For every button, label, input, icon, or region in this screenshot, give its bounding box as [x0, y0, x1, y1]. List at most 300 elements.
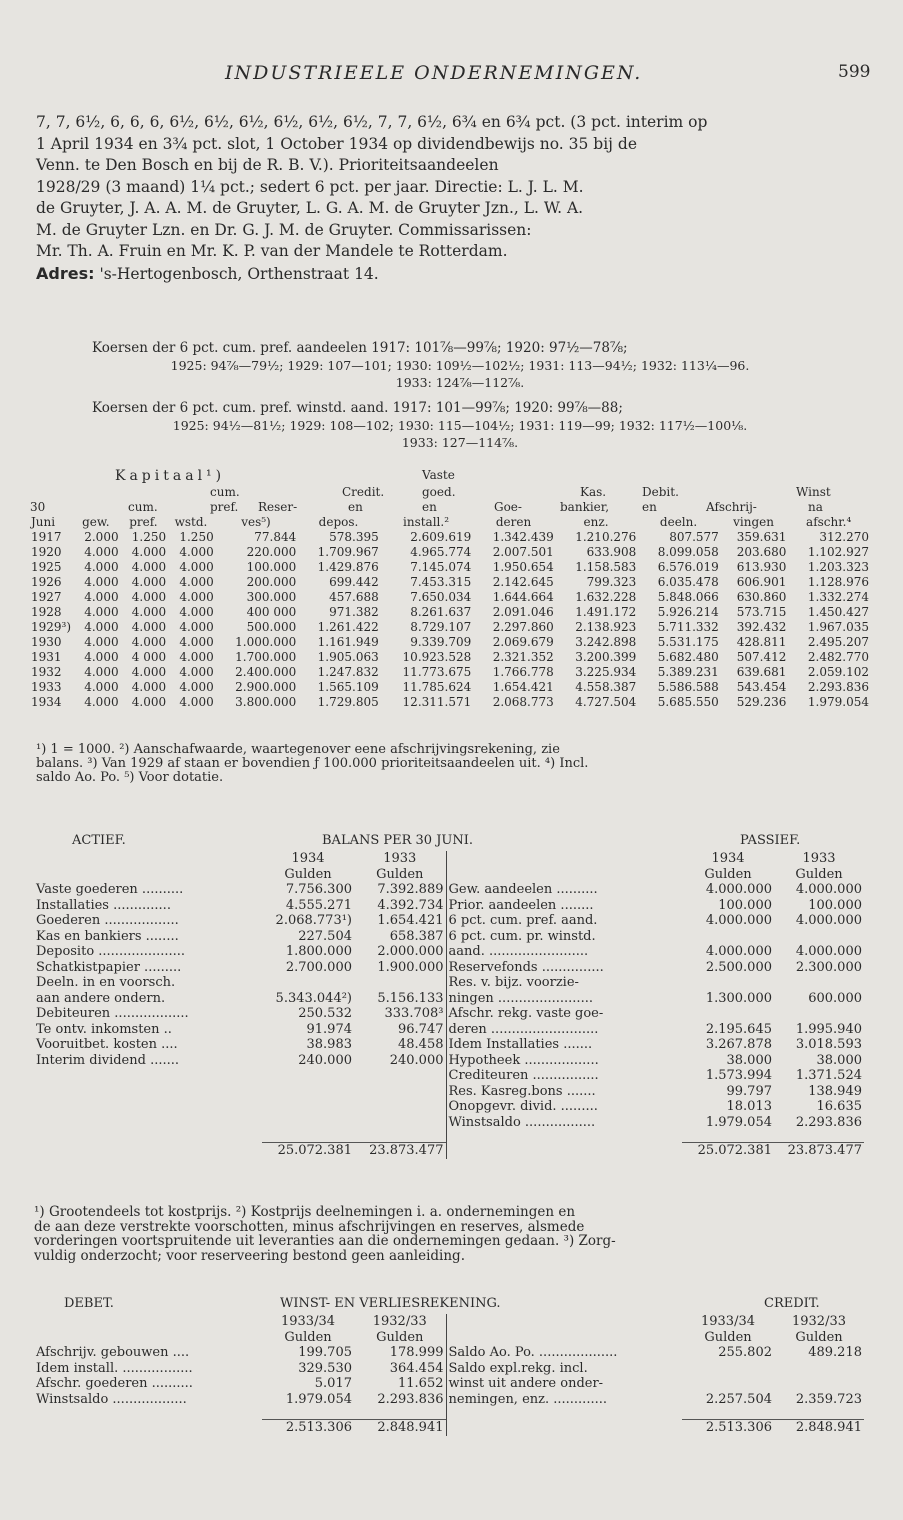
item-value: 4.000.000	[795, 882, 862, 897]
value-cell: 2.900.000	[235, 680, 297, 694]
year-cell: 1920	[31, 545, 62, 559]
total-value: 2.513.306	[262, 1420, 354, 1436]
item-value: 1.300.000	[705, 990, 772, 1006]
value-cell: 699.442	[329, 575, 379, 589]
year-row	[34, 1314, 864, 1330]
value-cell: 639.681	[736, 665, 787, 679]
item-label: Afschr. goederen ..........	[36, 1376, 193, 1391]
value-cell: 2.000	[84, 530, 119, 544]
value-cell: 4.000	[84, 665, 119, 679]
item-value: 7.392.889	[377, 882, 444, 897]
value-cell: 4.000	[131, 545, 167, 559]
year-label: 1933/34	[280, 1314, 335, 1329]
intro-line: 1 April 1934 en 3¾ pct. slot, 1 October 1934 op dividendbewijs no. 35 bij de	[36, 134, 638, 153]
value-cell: 4.000	[84, 560, 119, 574]
item-label: Reservefonds ...............	[446, 960, 682, 976]
intro-line: M. de Gruyter Lzn. en Dr. G. J. M. de Gruyter. Commissarissen:	[36, 220, 532, 239]
value-cell: 1.247.832	[317, 665, 379, 679]
item-value: 2.700.000	[285, 959, 352, 975]
item-value: 329.530	[298, 1360, 352, 1376]
col-head: na	[808, 500, 823, 514]
table-row	[30, 560, 870, 575]
address-text: 's-Hertogenbosch, Orthenstraat 14.	[99, 264, 379, 283]
value-cell: 500.000	[246, 620, 297, 634]
value-cell: 4.000	[84, 680, 119, 694]
total-value: 23.873.477	[354, 1143, 446, 1159]
item-label: Afschrijv. gebouwen ....	[36, 1345, 190, 1360]
value-cell: 4.000	[131, 680, 167, 694]
intro-text	[36, 112, 866, 285]
value-cell: 2.091.046	[492, 605, 554, 619]
value-cell: 1.203.323	[807, 560, 869, 574]
value-cell: 5.926.214	[657, 605, 719, 619]
value-cell: 573.715	[736, 605, 787, 619]
value-cell: 4.000	[84, 605, 119, 619]
value-cell: 5.685.550	[657, 695, 719, 709]
value-cell: 5.848.066	[657, 590, 719, 604]
running-title: INDUSTRIEELE ONDERNEMINGEN.	[225, 62, 643, 84]
value-cell: 4.000	[179, 605, 214, 619]
value-cell: 3.200.399	[575, 650, 637, 664]
item-value: 38.000	[816, 1052, 862, 1068]
col-head: wstd.	[174, 515, 208, 529]
value-cell: 1.766.778	[492, 665, 554, 679]
value-cell: 6.576.019	[657, 560, 719, 574]
item-value: 4.000.000	[705, 882, 772, 897]
value-cell: 1.654.421	[492, 680, 554, 694]
item-label: ningen .......................	[446, 991, 682, 1007]
koersen-line: 1933: 127—114⅞.	[401, 435, 519, 450]
item-value: 2.195.645	[705, 1021, 772, 1037]
item-value	[262, 1068, 354, 1084]
item-value: 600.000	[808, 990, 862, 1006]
header-row-4	[30, 515, 870, 530]
value-cell: 2.068.773	[492, 695, 554, 709]
item-value	[354, 1068, 446, 1084]
col-head: 30	[30, 500, 46, 514]
value-cell: 4.000	[131, 695, 167, 709]
col-head: depos.	[318, 515, 359, 529]
col-head: deren	[495, 515, 532, 529]
value-cell: 5.586.588	[657, 680, 719, 694]
item-value: 100.000	[718, 897, 772, 913]
page-number: 599	[838, 62, 871, 82]
item-value	[354, 975, 446, 991]
item-label: Hypotheek ..................	[446, 1053, 682, 1069]
col-head: Juni	[31, 515, 56, 529]
page-header	[0, 62, 903, 86]
value-cell: 630.860	[736, 590, 787, 604]
item-value: 227.504	[298, 928, 352, 944]
value-cell: 428.811	[736, 635, 787, 649]
item-value: 4.392.734	[377, 897, 444, 913]
table-row	[34, 1392, 864, 1408]
table-row	[30, 530, 870, 545]
value-cell: 5.531.175	[657, 635, 719, 649]
wv-title: WINST- EN VERLIESREKENING.	[280, 1296, 501, 1311]
winst-verlies-section	[34, 1296, 864, 1436]
value-cell: 1.450.427	[807, 605, 869, 619]
item-value: 4.000.000	[795, 913, 862, 928]
table-row	[34, 1099, 864, 1115]
item-value	[682, 1361, 774, 1377]
item-value: 2.293.836	[377, 1391, 444, 1407]
value-cell: 1.210.276	[575, 530, 637, 544]
value-cell: 971.382	[329, 605, 379, 619]
total-value: 25.072.381	[682, 1143, 774, 1159]
value-cell: 1.250	[131, 530, 167, 544]
item-value	[682, 1006, 774, 1022]
item-value: 2.359.723	[795, 1391, 862, 1407]
item-label: Winstsaldo ..................	[36, 1391, 187, 1407]
item-label: aan andere ondern.	[36, 990, 166, 1006]
value-cell: 1.342.439	[492, 530, 554, 544]
value-cell: 11.785.624	[402, 680, 472, 694]
footnote-line: balans. ³) Van 1929 af staan er bovendien ƒ 100.000 prioriteitsaandeelen uit. ⁴) Incl.	[36, 756, 589, 771]
value-cell: 100.000	[246, 560, 297, 574]
value-cell: 4.000	[84, 575, 119, 589]
value-cell: 4.000	[179, 665, 214, 679]
value-cell: 4.000	[84, 620, 119, 634]
value-cell: 4.000	[179, 560, 214, 574]
item-label: deren ..........................	[446, 1022, 682, 1038]
col-head: bankier,	[560, 500, 610, 514]
value-cell: 203.680	[736, 545, 787, 559]
item-value: 489.218	[808, 1345, 862, 1360]
year-cell: 1934	[31, 695, 62, 709]
unit-row	[34, 1330, 864, 1346]
item-label: Schatkistpapier .........	[36, 959, 182, 975]
value-cell: 4.000	[84, 635, 119, 649]
item-value: 4.000.000	[705, 944, 772, 959]
unit-label: Gulden	[795, 1329, 843, 1345]
col-head: goed.	[422, 485, 456, 499]
item-value: 178.999	[389, 1345, 444, 1360]
year-label: 1933/34	[700, 1314, 755, 1329]
item-label: Saldo expl.rekg. incl.	[446, 1361, 682, 1377]
value-cell: 4.000	[179, 650, 214, 664]
table-row	[34, 913, 864, 929]
item-value: 48.458	[398, 1037, 444, 1052]
item-value: 1.995.940	[795, 1021, 862, 1037]
value-cell: 1.000.000	[235, 635, 297, 649]
value-cell: 1.729.805	[317, 695, 379, 709]
item-value	[262, 1084, 354, 1100]
unit-label: Gulden	[376, 866, 424, 882]
item-value: 3.267.878	[705, 1037, 772, 1052]
footnote-line: ¹) Grootendeels tot kostprijs. ²) Kostprijs deelnemingen i. a. ondernemingen en	[34, 1204, 576, 1220]
item-label: Deposito .....................	[36, 944, 186, 959]
item-label	[34, 1099, 262, 1115]
value-cell: 10.923.528	[402, 650, 472, 664]
value-cell: 4.000	[179, 680, 214, 694]
item-value	[774, 929, 864, 945]
value-cell: 529.236	[736, 695, 787, 709]
col-head: deeln.	[659, 515, 698, 529]
value-cell: 5.389.231	[657, 665, 719, 679]
item-label: Prior. aandeelen ........	[446, 898, 682, 914]
value-cell: 543.454	[736, 680, 787, 694]
value-cell: 4 000	[131, 650, 167, 664]
item-label: Saldo Ao. Po. ...................	[446, 1345, 682, 1361]
item-value	[682, 1376, 774, 1392]
item-value: 1.371.524	[795, 1068, 862, 1083]
year-label: 1933	[802, 851, 836, 866]
value-cell: 807.577	[669, 530, 719, 544]
value-cell: 2.142.645	[492, 575, 554, 589]
item-value	[774, 1006, 864, 1022]
col-head: ves⁵)	[241, 515, 271, 529]
item-value: 3.018.593	[795, 1037, 862, 1052]
item-value: 240.000	[389, 1052, 444, 1068]
item-value: 658.387	[389, 928, 444, 944]
item-value: 2.000.000	[377, 944, 444, 959]
table-row	[34, 1053, 864, 1069]
item-label	[34, 1084, 262, 1100]
item-value: 96.747	[398, 1021, 444, 1037]
value-cell: 220.000	[246, 545, 297, 559]
item-value	[354, 1099, 446, 1115]
year-cell: 1930	[31, 635, 62, 649]
item-value: 16.635	[816, 1099, 862, 1114]
table-row	[30, 665, 870, 680]
footnote-line: de aan deze verstrekte voorschotten, minus afschrijvingen en reserves, alsmede	[34, 1218, 585, 1235]
item-value: 100.000	[808, 897, 862, 913]
item-label: Onopgevr. divid. .........	[446, 1099, 682, 1115]
credit-title: CREDIT.	[764, 1296, 820, 1311]
table-row	[30, 635, 870, 650]
year-label: 1932/33	[372, 1314, 427, 1329]
table-row	[30, 650, 870, 665]
passief-title: PASSIEF.	[740, 833, 801, 848]
item-value: 5.343.044²)	[275, 990, 352, 1006]
col-head: cum.	[210, 485, 240, 499]
item-value: 250.532	[298, 1006, 352, 1021]
value-cell: 8.099.058	[657, 545, 719, 559]
item-value: 1.979.054	[285, 1391, 352, 1407]
col-head: gew.	[82, 515, 110, 529]
col-head: enz.	[583, 515, 609, 529]
year-cell: 1931	[31, 650, 62, 664]
table-row	[30, 575, 870, 590]
table-row	[30, 590, 870, 605]
value-cell: 2.297.860	[492, 620, 554, 634]
item-value	[262, 975, 354, 991]
item-value: 2.068.773¹)	[275, 913, 352, 928]
koersen-line: Koersen der 6 pct. cum. pref. aandeelen 1917: 101⅞—99⅞; 1920: 97½—78⅞;	[92, 340, 628, 356]
table-row	[34, 991, 864, 1007]
item-value: 1.900.000	[377, 959, 444, 975]
balans-title: BALANS PER 30 JUNI.	[322, 833, 474, 848]
value-cell: 9.339.709	[410, 635, 472, 649]
item-value	[774, 1376, 864, 1392]
item-label: Crediteuren ................	[446, 1068, 682, 1084]
item-value: 1.800.000	[285, 944, 352, 959]
item-label: winst uit andere onder-	[446, 1376, 682, 1392]
value-cell: 4.000	[84, 545, 119, 559]
value-cell: 4.000	[179, 575, 214, 589]
item-value: 18.013	[726, 1099, 772, 1114]
year-cell: 1927	[31, 590, 62, 604]
col-head: en	[642, 500, 657, 514]
intro-line: Mr. Th. A. Fruin en Mr. K. P. van der Mandele te Rotterdam.	[36, 242, 508, 260]
value-cell: 4.000	[84, 650, 119, 664]
value-cell: 1.161.949	[317, 635, 379, 649]
value-cell: 1.429.876	[317, 560, 379, 574]
value-cell: 2.007.501	[492, 545, 554, 559]
value-cell: 457.688	[329, 590, 379, 604]
year-cell: 1928	[31, 605, 62, 619]
total-row	[34, 1420, 864, 1436]
item-value: 11.652	[398, 1376, 444, 1391]
value-cell: 5.711.332	[657, 620, 719, 634]
item-label: Idem Installaties .......	[446, 1037, 682, 1053]
value-cell: 1.979.054	[807, 695, 869, 709]
item-label: Res. Kasreg.bons .......	[446, 1084, 682, 1100]
koersen-line: 1933: 124⅞—112⅞.	[395, 375, 525, 390]
item-label: Gew. aandeelen ..........	[446, 882, 682, 898]
kapitaal-heading: Kapitaal¹)	[115, 468, 226, 484]
value-cell: 4.000	[179, 590, 214, 604]
year-label: 1934	[291, 851, 325, 866]
table-row	[34, 1376, 864, 1392]
item-value: 38.000	[726, 1052, 772, 1068]
value-cell: 7.453.315	[410, 575, 472, 589]
total-value: 2.848.941	[774, 1420, 864, 1436]
value-cell: 613.930	[736, 560, 787, 574]
unit-label: Gulden	[704, 866, 752, 882]
value-cell: 5.682.480	[657, 650, 719, 664]
table-row	[34, 1022, 864, 1038]
item-value: 199.705	[298, 1345, 352, 1360]
kapitaal-table	[30, 468, 870, 710]
value-cell: 1.700.000	[235, 650, 297, 664]
year-label: 1932/33	[791, 1314, 846, 1329]
item-value: 91.974	[306, 1021, 352, 1037]
table-row	[34, 960, 864, 976]
value-cell: 1.250	[179, 530, 214, 544]
item-value: 255.802	[718, 1345, 772, 1360]
item-value: 2.293.836	[795, 1114, 862, 1130]
item-value	[774, 975, 864, 991]
footnote-line: vorderingen voortspruitende uit leveranties aan die ondernemingen gedaan. ³) Zorg-	[34, 1233, 616, 1249]
value-cell: 2.495.207	[807, 635, 869, 649]
value-cell: 4.000	[131, 575, 167, 589]
col-head: pref.	[210, 500, 239, 514]
value-cell: 4.000	[179, 545, 214, 559]
value-cell: 7.145.074	[410, 560, 472, 574]
item-value: 2.300.000	[795, 959, 862, 975]
footnote-line: saldo Ao. Po. ⁵) Voor dotatie.	[36, 770, 224, 785]
intro-line: 7, 7, 6½, 6, 6, 6, 6½, 6½, 6½, 6½, 6½, 6½, 7, 7, 6½, 6¾ en 6¾ pct. (3 pct. interim op	[36, 113, 708, 131]
year-cell: 1929³)	[31, 620, 72, 634]
item-value	[682, 929, 774, 945]
value-cell: 3.242.898	[575, 635, 637, 649]
intro-line: Venn. te Den Bosch en bij de R. B. V.). Prioriteitsaandeelen	[36, 156, 499, 174]
value-cell: 1.967.035	[807, 620, 869, 634]
value-cell: 4.000	[131, 635, 167, 649]
value-cell: 1.128.976	[807, 575, 869, 589]
item-value: 2.500.000	[705, 959, 772, 975]
address-label: Adres:	[36, 263, 95, 283]
unit-label: Gulden	[704, 1329, 752, 1345]
item-value: 138.949	[808, 1083, 862, 1099]
year-cell: 1917	[31, 530, 62, 544]
value-cell: 7.650.034	[410, 590, 472, 604]
item-value	[262, 1099, 354, 1115]
value-cell: 1.158.583	[575, 560, 637, 574]
value-cell: 1.102.927	[807, 545, 869, 559]
col-head: Goe-	[494, 500, 522, 514]
item-label: Afschr. rekg. vaste goe-	[446, 1006, 682, 1022]
year-label: 1933	[383, 851, 417, 866]
item-value: 5.156.133	[377, 990, 444, 1006]
item-value	[354, 1115, 446, 1131]
col-head: pref.	[129, 515, 158, 529]
value-cell: 2.482.770	[807, 650, 869, 664]
value-cell: 2.400.000	[235, 665, 297, 679]
total-value: 2.513.306	[682, 1420, 774, 1436]
year-row	[34, 851, 864, 867]
item-label: Winstsaldo .................	[446, 1115, 682, 1131]
item-value	[354, 1084, 446, 1100]
value-cell: 200.000	[246, 575, 297, 589]
col-head: afschr.⁴	[806, 515, 852, 529]
value-cell: 633.908	[586, 545, 637, 559]
item-value	[262, 1115, 354, 1131]
item-value: 240.000	[298, 1052, 352, 1068]
item-value	[682, 975, 774, 991]
unit-label: Gulden	[795, 866, 843, 882]
col-head: cum.	[128, 500, 158, 514]
item-value: 364.454	[389, 1360, 444, 1376]
item-value: 1.979.054	[705, 1114, 772, 1130]
item-value: 1.654.421	[377, 913, 444, 928]
item-value: 4.555.271	[285, 897, 352, 913]
footnotes-kapitaal	[36, 743, 866, 785]
col-head: vingen	[733, 515, 774, 529]
table-row	[34, 882, 864, 898]
value-cell: 4.000	[131, 605, 167, 619]
col-head: Kas.	[580, 485, 607, 499]
koersen-line: 1925: 94⅞—79½; 1929: 107—101; 1930: 109½—102½; 1931: 113—94½; 1932: 113¼—96.	[170, 358, 750, 373]
value-cell: 1.261.422	[317, 620, 379, 634]
value-cell: 2.321.352	[492, 650, 554, 664]
item-label: Deeln. in en voorsch.	[36, 975, 176, 990]
unit-label: Gulden	[284, 1329, 332, 1345]
item-label: 6 pct. cum. pr. winstd.	[446, 929, 682, 945]
total-row	[34, 1143, 864, 1159]
header-row-2	[30, 485, 870, 500]
value-cell: 1.491.172	[575, 605, 637, 619]
item-value: 1.573.994	[705, 1068, 772, 1083]
value-cell: 1.632.228	[575, 590, 637, 604]
item-value: 7.756.300	[285, 882, 352, 897]
value-cell: 507.412	[736, 650, 787, 664]
col-head: install.²	[403, 515, 450, 529]
value-cell: 3.800.000	[235, 695, 297, 709]
value-cell: 4.000	[179, 695, 214, 709]
intro-line: de Gruyter, J. A. A. M. de Gruyter, L. G. A. M. de Gruyter Jzn., L. W. A.	[36, 199, 584, 217]
value-cell: 799.323	[586, 575, 637, 589]
value-cell: 2.138.923	[575, 620, 637, 634]
item-value: 99.797	[726, 1083, 772, 1099]
address-line	[36, 263, 866, 286]
year-cell: 1932	[31, 665, 62, 679]
item-label: Debiteuren ..................	[36, 1006, 189, 1021]
table-row	[34, 975, 864, 991]
koersen-line: Koersen der 6 pct. cum. pref. winstd. aand. 1917: 101—99⅞; 1920: 99⅞—88;	[92, 400, 623, 416]
